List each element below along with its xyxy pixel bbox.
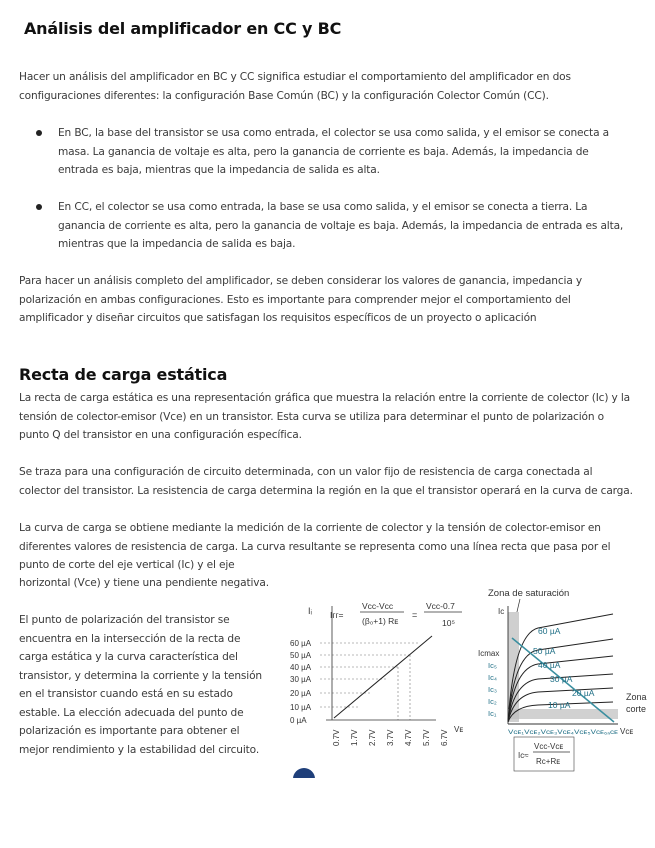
x-tick-label: 0.7V bbox=[332, 729, 341, 746]
ic-tick: Iᴄ₃ bbox=[488, 685, 497, 694]
y-tick-labels bbox=[290, 639, 312, 725]
formula-num2: Vᴄᴄ-0.7 bbox=[426, 601, 455, 611]
paragraph-punto-polarizacion: El punto de polarización del transistor se encuentra en la intersección de la recta de carga estática y la curva característica del transistor, y determina la corriente y la tensión en el transistor cuando está en su estado estable. La elección adecuada del punto de polarización es importante para obtener el mejor rendimiento y la estabilidad del circuito. bbox=[19, 614, 262, 756]
cutoff-zone-label: Zona bbox=[626, 692, 647, 702]
y-tick-label: 20 µA bbox=[290, 689, 312, 698]
list-item bbox=[40, 124, 630, 180]
icmax-label: Iᴄmax bbox=[478, 649, 500, 658]
paragraph-trazado: Se traza para una configuración de circuito determinada, con un valor fijo de resistencia de carga conectada al colector del transistor. La resistencia de carga determina la región en la que el transistor operará en la curva de carga. bbox=[19, 466, 633, 497]
curve-label: 20 µA bbox=[572, 688, 595, 698]
formula-eq: = bbox=[412, 610, 418, 620]
y-tick-label: 60 µA bbox=[290, 639, 312, 648]
formula-num: Vᴄᴄ-Vᴄᴇ bbox=[534, 742, 564, 751]
grid-lines bbox=[320, 643, 420, 720]
x-axis-label: Vᴇ bbox=[454, 725, 464, 734]
formula-num1: Vᴄᴄ-Vᴄᴄ bbox=[362, 601, 394, 611]
y-tick-label: 30 µA bbox=[290, 675, 312, 684]
curve-label: 10 µA bbox=[548, 700, 571, 710]
paragraph-obtencion: La curva de carga se obtiene mediante la medición de la corriente de colector y la tensión de colector-emisor en diferentes valores de resistencia de carga. La curva resultante se representa como una línea recta que pasa por el punto de corte del eje vertical (Ic) y el eje bbox=[19, 522, 611, 571]
list-item bbox=[40, 198, 630, 254]
scroll-badge-icon bbox=[293, 768, 315, 778]
cutoff-zone bbox=[508, 709, 618, 719]
x-axis-ticks: Vᴄᴇ₁Vᴄᴇ₂Vᴄᴇ₃Vᴄᴇ₄Vᴄᴇ₅Vᴄᴇ₆₏ᴄᴇ bbox=[508, 729, 618, 736]
ib-axis-label: Iᵢ bbox=[308, 606, 312, 616]
formula-den2: 10⁵ bbox=[442, 618, 455, 628]
ic-axis-label: Iᴄ bbox=[498, 607, 505, 616]
x-tick-label: 1.7V bbox=[350, 729, 359, 746]
ic-ticks bbox=[488, 661, 497, 718]
y-tick-label: 10 µA bbox=[290, 703, 312, 712]
ic-tick: Iᴄ₄ bbox=[488, 673, 497, 682]
page-title: Análisis del amplificador en CC y BC bbox=[24, 19, 342, 38]
section-title: Recta de carga estática bbox=[19, 365, 228, 384]
list-item-text: En CC, el colector se usa como entrada, la base se usa como salida, y el emisor se conecta a tierra. La ganancia de corriente es alta, pero la ganancia de voltaje es baja. Además, la impedancia de entrada es alta, mientras que la impedancia de salida es baja. bbox=[58, 201, 624, 250]
y-tick-label: 50 µA bbox=[290, 651, 312, 660]
x-tick-label: 4.7V bbox=[404, 729, 413, 746]
cutoff-zone-label: corte bbox=[626, 704, 647, 714]
y-tick-label: 0 µA bbox=[290, 716, 307, 725]
saturation-zone-label: Zona de saturación bbox=[488, 588, 570, 599]
load-line bbox=[334, 636, 432, 718]
curve-label: 30 µA bbox=[550, 674, 573, 684]
formula-den1: (β₀+1) Rᴇ bbox=[362, 616, 399, 626]
curve-label: 60 µA bbox=[538, 626, 561, 636]
ic-tick: Iᴄ₂ bbox=[488, 697, 497, 706]
paragraph-definition: La recta de carga estática es una representación gráfica que muestra la relación entre la corriente de colector (Ic) y la tensión de colector-emisor (Vce) en un transistor. Esta curva se utiliza para determinar el punto de polarización o punto Q del transistor en una configuración específica. bbox=[19, 392, 631, 441]
x-tick-label: 2.7V bbox=[368, 729, 377, 746]
curve-label: 40 µA bbox=[538, 660, 561, 670]
formula-lhs: Iᴦᴦ= bbox=[330, 610, 344, 620]
summary-paragraph: Para hacer un análisis completo del amplificador, se deben considerar los valores de ganancia, impedancia y polarización en ambas configuraciones. Esto es importante para comprender mejor el comportamiento del amplificador y diseñar circuitos que satisfagan los requisitos específicos de un proyecto o aplicación bbox=[19, 275, 583, 324]
x-tick-label: 3.7V bbox=[386, 729, 395, 746]
bullet-icon bbox=[36, 204, 42, 210]
curve-labels bbox=[533, 626, 595, 710]
formula-lhs: Iᴄ≈ bbox=[518, 751, 529, 760]
x-tick-label: 5.7V bbox=[422, 729, 431, 746]
intro-paragraph: Hacer un análisis del amplificador en BC y CC significa estudiar el comportamiento del amplificador en dos configuraciones diferentes: la configuración Base Común (BC) y la configuración Colector Común (CC). bbox=[19, 71, 571, 102]
y-tick-label: 40 µA bbox=[290, 663, 312, 672]
bullet-icon bbox=[36, 130, 42, 136]
list-item-text: En BC, la base del transistor se usa como entrada, el colector se usa como salida, y el emisor se conecta a masa. La ganancia de voltaje es alta, pero la ganancia de corriente es baja. Además, la impedancia de entrada es baja, mientras que la impedancia de salida es alta. bbox=[58, 127, 609, 176]
x-tick-labels bbox=[332, 729, 449, 746]
paragraph-obtencion-end: horizontal (Vce) y tiene una pendiente negativa. bbox=[19, 577, 269, 589]
characteristic-curves-figure bbox=[478, 584, 654, 774]
ic-tick: Iᴄ₅ bbox=[488, 661, 497, 670]
curve-label: 50 µA bbox=[533, 646, 556, 656]
formula-den: Rᴄ+Rᴇ bbox=[536, 757, 561, 766]
vce-axis-label: Vᴄᴇ bbox=[620, 727, 634, 736]
x-tick-label: 6.7V bbox=[440, 729, 449, 746]
load-line-figure bbox=[286, 598, 476, 748]
ic-tick: Iᴄ₁ bbox=[488, 709, 497, 718]
